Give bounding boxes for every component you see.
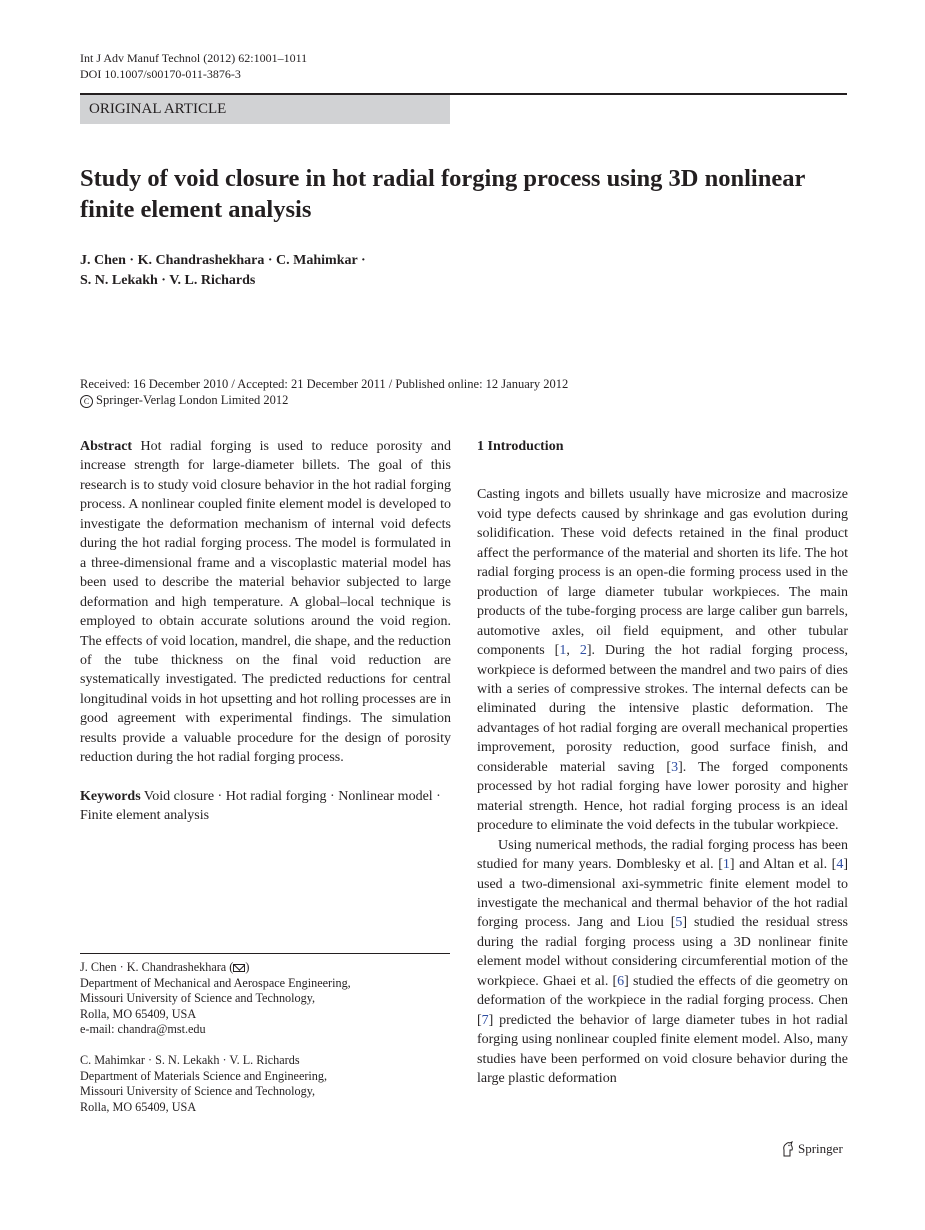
doi: DOI 10.1007/s00170-011-3876-3 [80, 67, 241, 81]
citation-link[interactable]: 6 [617, 973, 625, 989]
affiliation-2 [80, 1053, 460, 1115]
abstract-text: Hot radial forging is used to reduce porosity and increase strength for large-diameter billets. The goal of this research is to study void closure behavior in the hot radial forging process. A nonlinear coupled finite element model is developed to investigate the deformation mechanism of internal void defects during the hot radial forging process. The model is formulated in a three-dimensional frame and a viscoplastic material model has been used to describe the material behavior subjected to large deformation and high temperature. A global–local technique is employed to obtain accurate solutions around the void region. The effects of void location, mandrel, die shape, and the reduction of the tube thickness on the final void reduction are systematically investigated. The predicted reductions for central longitudinal voids in hot upsetting and hot rolling processes are in good agreement with experimental findings. The simulation results provide a valuable procedure for the design of porosity reduction during the hot radial forging process. [80, 439, 451, 766]
springer-horse-icon [781, 1141, 795, 1157]
corresponding-email[interactable]: e-mail: chandra@mst.edu [80, 1022, 206, 1036]
journal-header [80, 50, 307, 82]
citation-link[interactable]: 3 [671, 759, 679, 775]
article-type-banner [80, 95, 450, 124]
author-list [80, 251, 840, 291]
article-type-label: ORIGINAL ARTICLE [89, 101, 227, 117]
copyright-icon: C [80, 395, 93, 408]
paper-title: Study of void closure in hot radial forging process using 3D nonlinear finite element analysis [80, 165, 805, 223]
citation-link[interactable]: 7 [481, 1012, 489, 1028]
copyright-text: Springer-Verlag London Limited 2012 [96, 393, 289, 407]
authors-line-2: S. N. Lekakh · V. L. Richards [80, 273, 256, 288]
section-heading-introduction: 1 Introduction [477, 439, 564, 454]
date-history: Received: 16 December 2010 / Accepted: 21 December 2011 / Published online: 12 January 2012 [80, 377, 569, 391]
affiliation-1-city: Rolla, MO 65409, USA [80, 1006, 197, 1021]
affiliation-1-univ: Missouri University of Science and Technology, [80, 991, 316, 1005]
affiliation-1-names: J. Chen · K. Chandrashekhara ( ) [80, 960, 250, 974]
affiliation-rule [80, 953, 450, 954]
citation-link[interactable]: 4 [836, 857, 844, 873]
intro-paragraph-1: Casting ingots and billets usually have microsize and macrosize void type defects caused by shrinkage and gas evolution during solidification. These void defects retained in the final product affect the performance of the material and shorten its life. The hot radial forging process is an open-die forming process used in the production of large diameter tubular workpieces. The main products of the tube-forging process are large caliber gun barrels, automotive axles, oil field equipment, and other tubular components [1, 2]. During the hot radial forging process, workpiece is deformed between the mandrel and two pairs of dies with a series of compressive strokes. The internal defects can be eliminated during the intensive plastic deformation. The advantages of hot radial forging are overall mechanical properties improvement, porosity reduction, good surface finish, and considerable material saving [3]. The forged components processed by hot radial forging have lower porosity and higher material strength. Hence, hot radial forging process is an ideal procedure to eliminate the void defects in the tubular workpiece. [477, 487, 849, 834]
publication-dates [80, 376, 840, 408]
affiliation-2-city: Rolla, MO 65409, USA [80, 1099, 197, 1114]
affiliation-1-dept: Department of Mechanical and Aerospace Engineering, [80, 975, 351, 990]
keywords-text: Void closure · Hot radial forging · Nonlinear model · Finite element analysis [80, 788, 441, 824]
publisher-name: Springer [798, 1141, 843, 1156]
right-column [477, 437, 848, 1089]
keywords [80, 787, 451, 826]
citation-link[interactable]: 1 [722, 857, 730, 873]
publisher-logo [781, 1140, 843, 1158]
journal-citation: Int J Adv Manuf Technol (2012) 62:1001–1011 [80, 51, 308, 65]
affiliation-2-dept: Department of Materials Science and Engineering, [80, 1068, 328, 1083]
envelope-icon [233, 964, 245, 972]
intro-paragraph-2: Using numerical methods, the radial forging process has been studied for many years. Domblesky et al. [1] and Altan et al. [4] used a two-dimensional axi-symmetric finite element model to investigate the mechanical and thermal behavior of the hot radial forging process. Jang and Liou [5] studied the residual stress during the radial forging process using a 3D nonlinear finite element model without considering circumferential motion of the workpiece. Ghaei et al. [6] studied the effects of die geometry on deformation of the workpiece in the radial forging process. Chen [7] predicted the behavior of large diameter tubes in hot radial forging using nonlinear coupled finite element model. Also, many studies have been performed on void closure behavior during the large plastic deformation [477, 837, 849, 1087]
copyright-line [80, 392, 840, 408]
affiliation-2-univ: Missouri University of Science and Technology, [80, 1084, 316, 1098]
left-column [80, 437, 451, 826]
abstract-heading: Abstract [80, 439, 133, 454]
citation-link[interactable]: 1 [559, 643, 567, 659]
keywords-heading: Keywords [80, 788, 141, 804]
citation-link[interactable]: 2 [579, 643, 587, 659]
affiliation-2-names: C. Mahimkar · S. N. Lekakh · V. L. Richards [80, 1053, 300, 1067]
authors-line-1: J. Chen · K. Chandrashekhara · C. Mahimkar · [80, 253, 366, 268]
affiliation-1 [80, 960, 460, 1038]
abstract [80, 437, 451, 768]
citation-link[interactable]: 5 [675, 915, 683, 931]
